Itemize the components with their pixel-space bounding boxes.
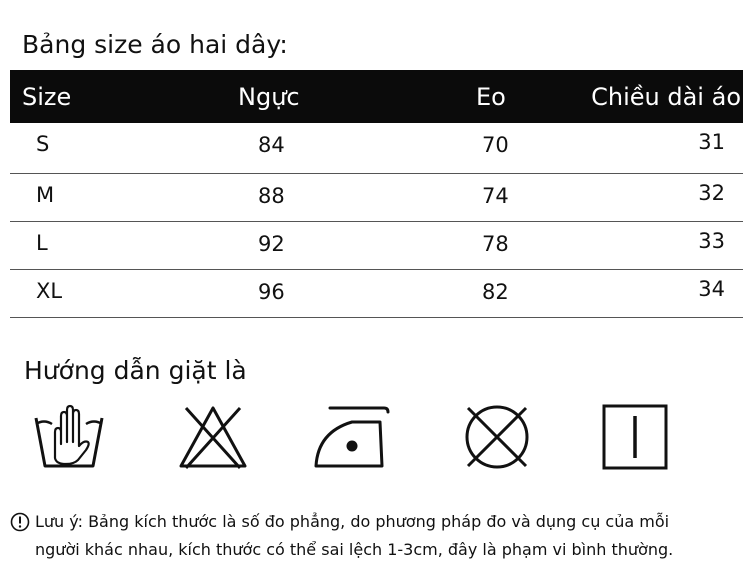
cell-waist: 78: [482, 232, 509, 256]
header-waist: Eo: [476, 83, 506, 111]
header-chest: Ngực: [238, 83, 300, 111]
table-row: [10, 123, 743, 174]
header-length: Chiều dài áo: [591, 83, 741, 111]
cell-waist: 70: [482, 133, 509, 157]
cell-chest: 88: [258, 184, 285, 208]
table-header: [10, 70, 743, 123]
iron-low-heat-icon: [312, 402, 396, 472]
cell-size: L: [36, 231, 48, 255]
cell-chest: 96: [258, 280, 285, 304]
table-row: [10, 222, 743, 270]
line-dry-icon: [600, 402, 670, 472]
cell-chest: 84: [258, 133, 285, 157]
cell-length: 32: [698, 181, 725, 205]
cell-length: 31: [698, 130, 725, 154]
care-heading: Hướng dẫn giặt là: [24, 356, 247, 385]
size-table: [10, 70, 743, 318]
cell-waist: 74: [482, 184, 509, 208]
cell-length: 33: [698, 229, 725, 253]
hand-wash-icon: [32, 402, 106, 472]
cell-length: 34: [698, 277, 725, 301]
cell-chest: 92: [258, 232, 285, 256]
header-size: Size: [22, 83, 72, 111]
cell-size: M: [36, 183, 55, 207]
table-row: [10, 270, 743, 318]
cell-waist: 82: [482, 280, 509, 304]
table-row: [10, 174, 743, 222]
cell-size: S: [36, 132, 50, 156]
cell-size: XL: [36, 279, 63, 303]
no-dry-clean-icon: [462, 402, 532, 472]
no-bleach-icon: [176, 402, 250, 472]
note-line-1: Lưu ý: Bảng kích thước là số đo phẳng, do phương pháp đo và dụng cụ của mỗi: [35, 512, 670, 531]
care-icons: [0, 402, 750, 474]
info-circle-icon: [10, 512, 30, 532]
size-note: [10, 508, 673, 564]
page-title: Bảng size áo hai dây:: [22, 30, 288, 59]
note-line-2: người khác nhau, kích thước có thể sai lệch 1-3cm, đây là phạm vi bình thường.: [35, 540, 674, 559]
